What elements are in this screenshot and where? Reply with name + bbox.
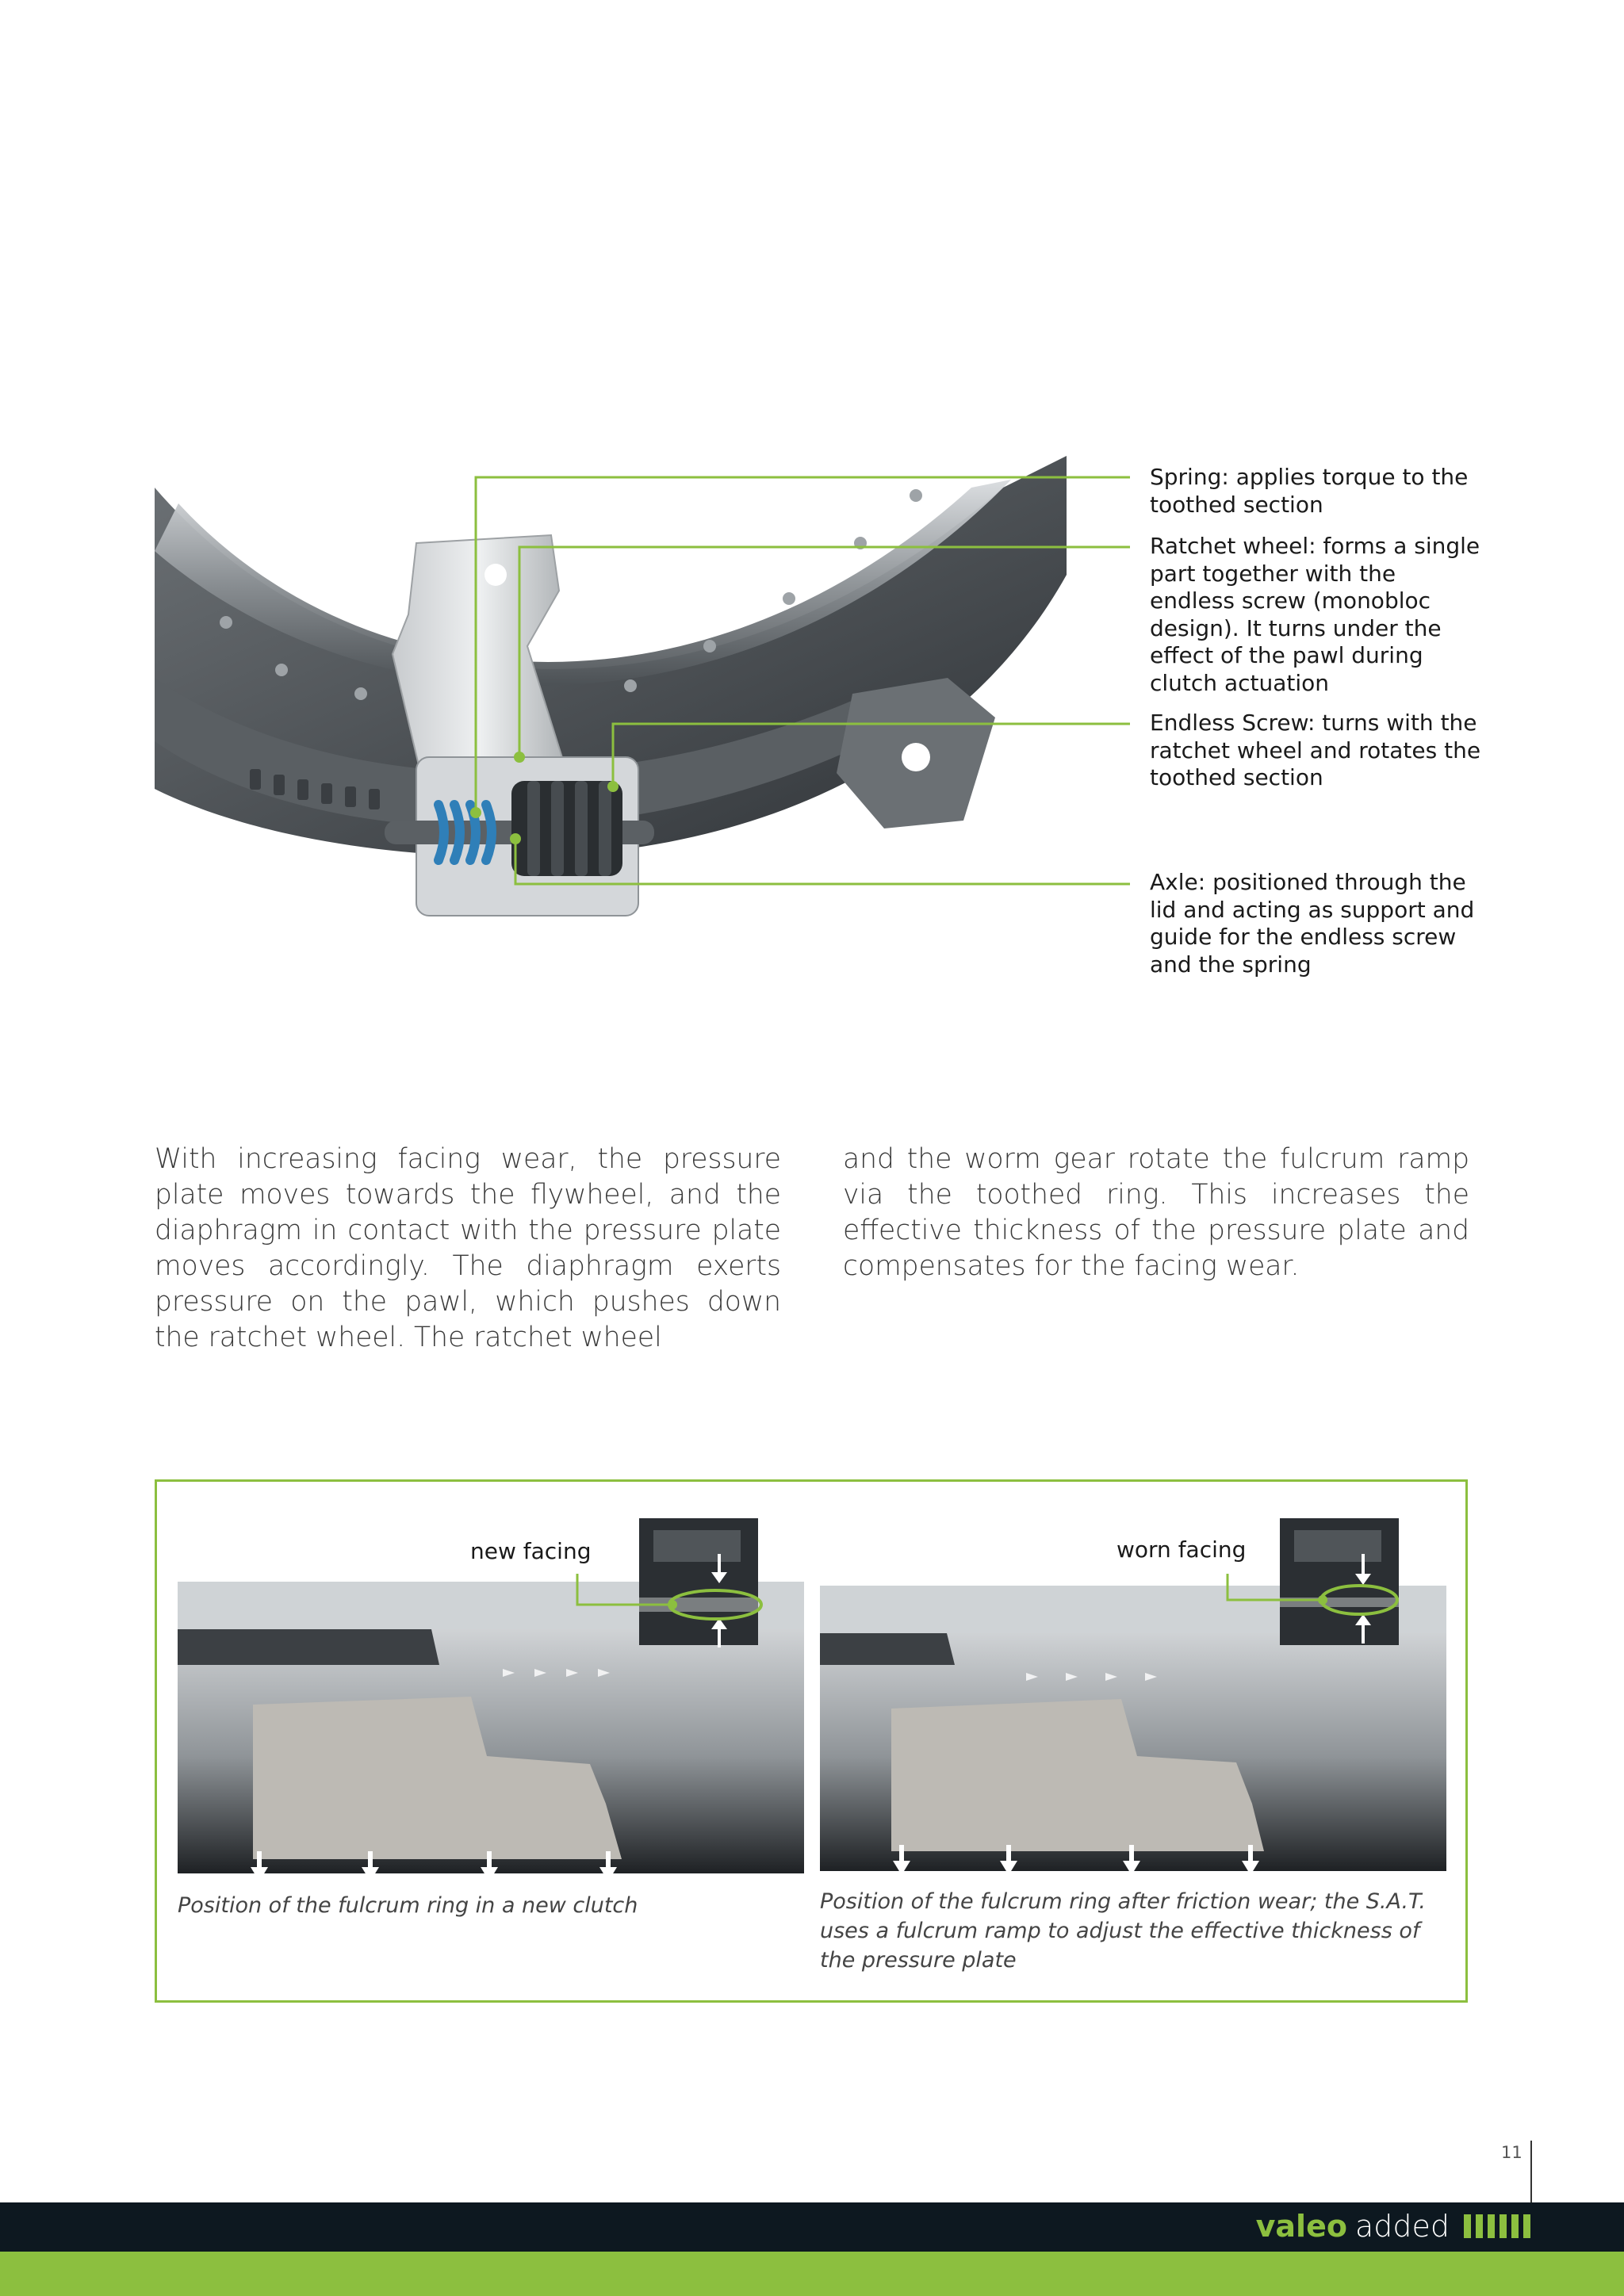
new-facing-panel — [178, 1518, 804, 1873]
brand-tagline: added — [1354, 2209, 1450, 2244]
valeo-added-logo — [1256, 2208, 1530, 2244]
new-facing-illustration — [178, 1518, 804, 1873]
worn-facing-panel — [820, 1518, 1446, 1873]
ratchet-wheel-callout-label: Ratchet wheel: forms a single part together with the endless screw (monobloc design). It turns under the effect of the pawl during clutch actuation — [1150, 533, 1480, 696]
clutch-mechanism-drawing — [155, 456, 1067, 963]
axle-callout-label: Axle: positioned through the lid and acting as support and guide for the endless screw and the spring — [1150, 869, 1475, 978]
brand-bars-icon — [1464, 2214, 1530, 2238]
footer-green-band — [0, 2252, 1624, 2296]
worn-facing-caption: Position of the fulcrum ring after friction wear; the S.A.T. uses a fulcrum ramp to adjust the effective thickness of the pressure plate — [820, 1889, 1426, 1973]
clutch-mechanism-illustration — [155, 456, 1067, 963]
page-number: 11 — [1501, 2143, 1522, 2162]
new-facing-label: new facing — [470, 1538, 592, 1564]
spring-callout-label: Spring: applies torque to the toothed section — [1150, 464, 1469, 518]
body-text-column-2: and the worm gear rotate the fulcrum ramp via the toothed ring. This increases the effective thickness of the pressure plate and compensates for the facing wear. — [843, 1143, 1469, 1282]
new-facing-caption: Position of the fulcrum ring in a new clutch — [178, 1893, 638, 1918]
page-number-rule — [1530, 2141, 1532, 2204]
worn-facing-label: worn facing — [1116, 1536, 1247, 1563]
worn-facing-illustration — [820, 1518, 1446, 1873]
brand-name: valeo — [1255, 2209, 1347, 2244]
body-text-column-1: With increasing facing wear, the pressure plate moves towards the flywheel, and the diaphragm in contact with the pressure plate moves accordingly. The diaphragm exerts pressure on the pawl, which pushes down the ratchet wheel. The ratchet wheel — [155, 1143, 781, 1353]
endless-screw-callout-label: Endless Screw: turns with the ratchet wheel and rotates the toothed section — [1150, 710, 1481, 790]
